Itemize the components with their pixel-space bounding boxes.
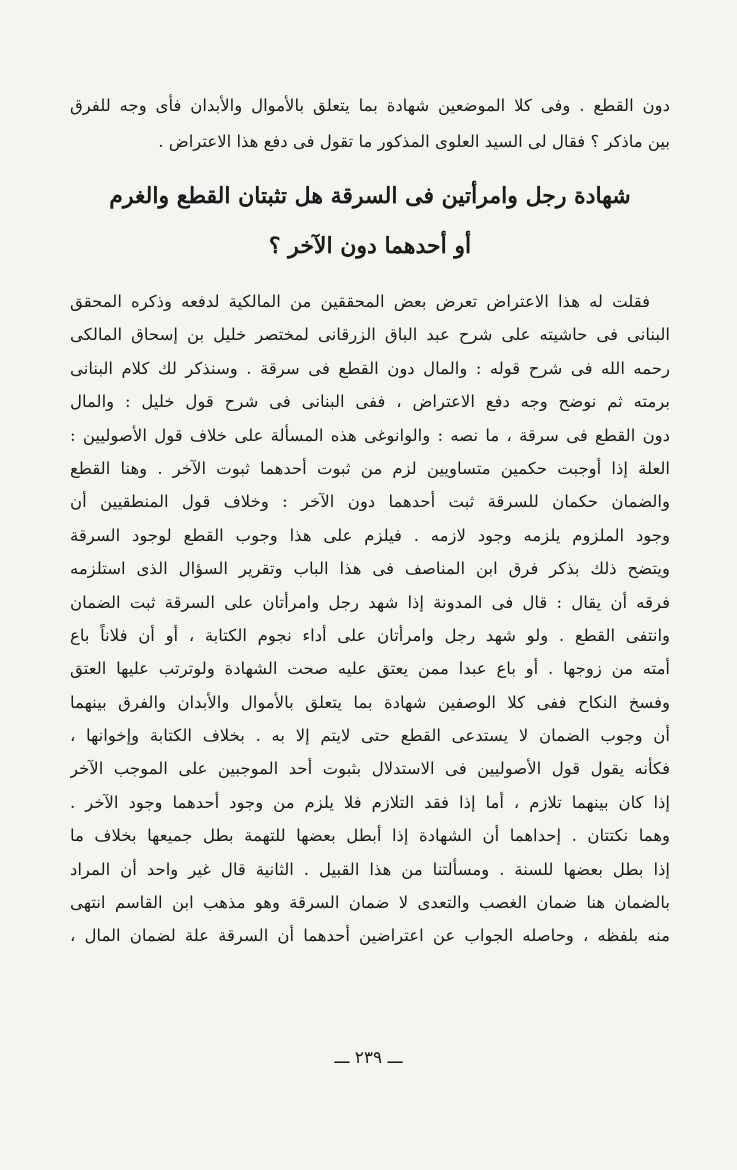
text-line: بالضمان هنا ضمان الغصب والتعدى لا ضمان السرقة وهو مذهب ابن القاسم انتهى xyxy=(70,893,670,913)
text-line: رحمه الله فى شرح قوله : والمال دون القطع فى سرقة . وسنذكر لك كلام البنانى xyxy=(70,358,670,378)
text-line: منه بلفظه ، وحاصله الجواب عن اعتراضين أحدهما أن السرقة علة لضمان المال ، xyxy=(70,926,670,946)
section-heading-line-1: شهادة رجل وامرأتين فى السرقة هل تثبتان القطع والغرم xyxy=(109,183,631,209)
text-line: والضمان حكمان للسرقة ثبت أحدهما دون الآخر : وخلاف قول المنطقيين أن xyxy=(70,492,670,512)
text-line: أمته من زوجها . أو باع عبدا ممن يعتق عليه صحت الشهادة ولوترتب عليها العتق xyxy=(70,659,670,679)
text-line: وجود الملزوم يلزمه وجود لازمه . فيلزم على هذا وجوب القطع لوجود السرقة xyxy=(70,525,670,545)
body-paragraph xyxy=(70,285,670,953)
section-heading-line-2: أو أحدهما دون الآخر ؟ xyxy=(268,233,472,259)
text-line: ويتضح ذلك بذكر فرق ابن المناصف فى هذا الباب وتقرير السؤال الذى استلزمه xyxy=(70,559,670,579)
text-line: فرقه أن يقال : قال فى المدونة إذا شهد رجل وامرأتان على السرقة ثبت الضمان xyxy=(70,592,670,612)
text-line: إذا بطل بعضها للسنة . ومسألتنا من هذا القبيل . الثانية قال غير واحد أن المراد xyxy=(70,859,670,879)
text-line: أن وجوب الضمان لا يستدعى القطع حتى لايتم إلا به . بخلاف الكتابة وإخوانها ، xyxy=(70,726,670,746)
intro-paragraph xyxy=(70,88,670,160)
text-line: العلة إذا أوجبت حكمين متساويين لزم من ثبوت أحدهما ثبوت الآخر . وهنا القطع xyxy=(70,458,670,478)
text-line: وانتفى القطع . ولو شهد رجل وامرأتان على أداء نجوم الكتابة ، أو أن فلاناً باع xyxy=(70,625,670,645)
text-line: البنانى فى حاشيته على شرح عبد الباق الزرقانى لمختصر خليل بن إسحاق المالكى xyxy=(70,325,670,345)
text-line: إذا كان بينهما تلازم ، أما إذا فقد التلازم فلا يلزم من وجود أحدهما وجود الآخر . xyxy=(70,792,670,812)
text-line: دون القطع فى سرقة ، ما نصه : والوانوغى هذه المسألة على خلاف قول الأصوليين : xyxy=(70,425,670,445)
page-number: ـــ ٢٣٩ ـــ xyxy=(334,1048,403,1068)
text-line: بين ماذكر ؟ فقال لى السيد العلوى المذكور ما تقول فى دفع هذا الاعتراض . xyxy=(158,132,670,151)
text-line: وفسخ النكاح ففى كلا الوصفين شهادة بما يتعلق بالأموال والأبدان والفرق بينهما xyxy=(70,692,670,712)
text-line: فكأنه يقول قول الأصوليين فى الاستدلال بثبوت أحد الموجبين على الموجب الآخر xyxy=(70,759,670,779)
text-line: فقلت له هذا الاعتراض تعرض بعض المحققين من المالكية لدفعه وذكره المحقق xyxy=(70,292,650,311)
text-line: وهما نكتتان . إحداهما أن الشهادة إذا أبطل بعضها للتهمة بطل جميعها بخلاف ما xyxy=(70,826,670,846)
text-line: برمته ثم نوضح وجه دفع الاعتراض ، ففى البنانى فى شرح قول خليل : والمال xyxy=(70,392,670,412)
text-line: دون القطع . وفى كلا الموضعين شهادة بما يتعلق بالأموال والأبدان فأى وجه للفرق xyxy=(70,96,670,115)
